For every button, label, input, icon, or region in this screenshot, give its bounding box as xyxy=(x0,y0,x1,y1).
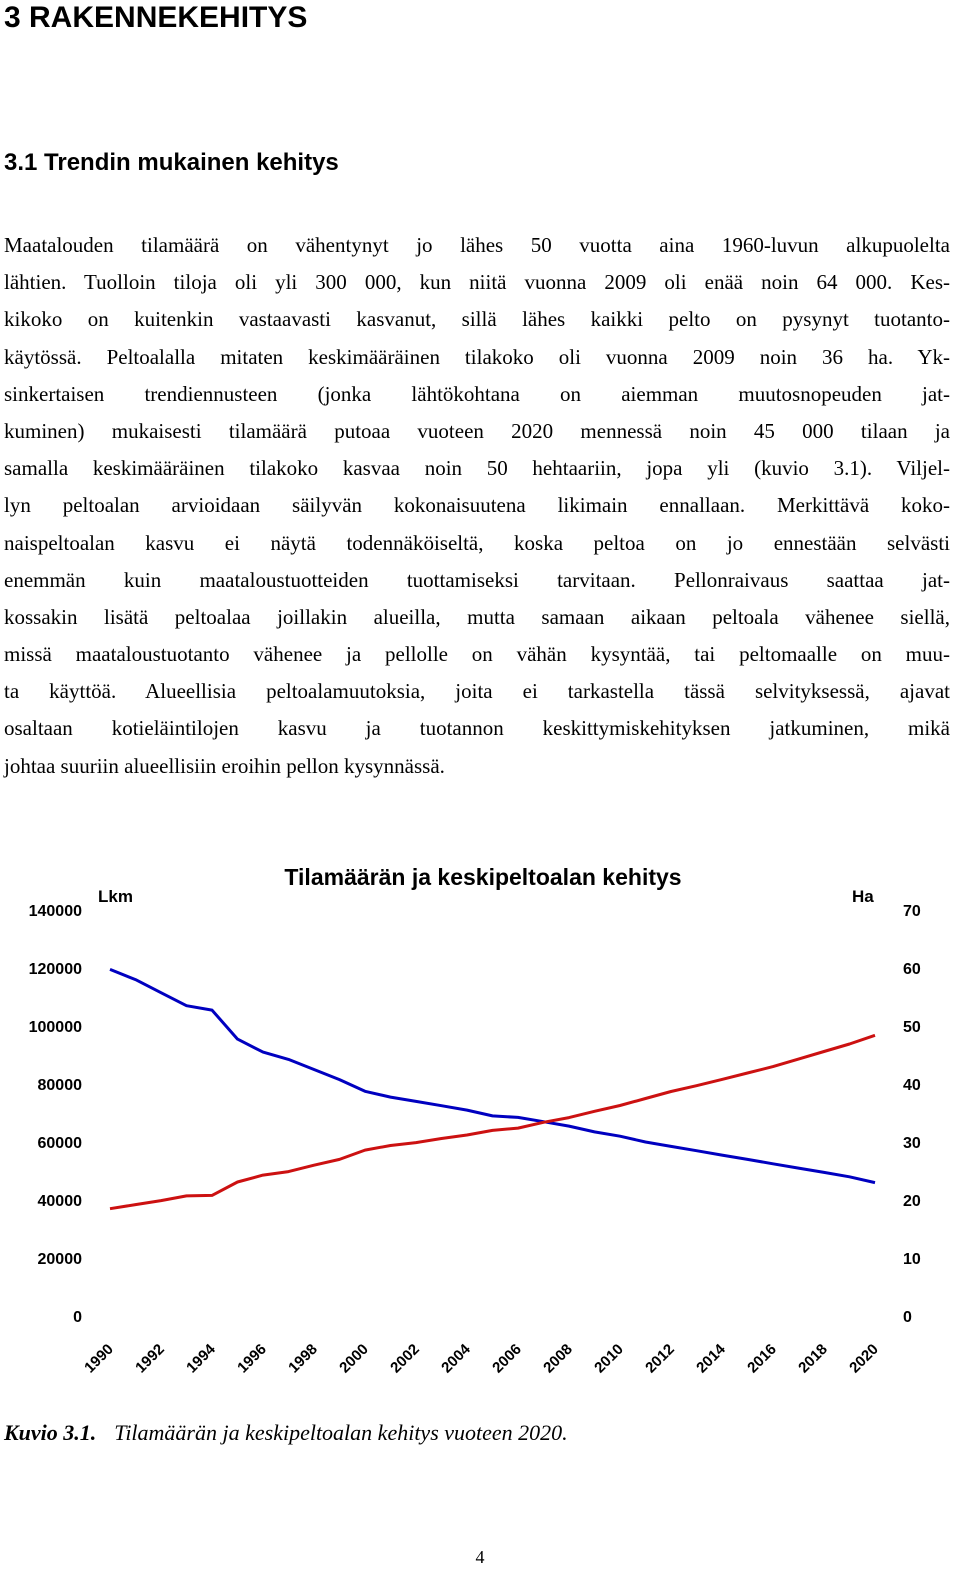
paragraph-line: kuminen) mukaisesti tilamäärä putoaa vuoteen 2020 mennessä noin 45 000 tilaan ja xyxy=(4,418,950,443)
right-axis-ticks xyxy=(903,903,921,1326)
x-tick-label: 2020 xyxy=(846,1340,882,1377)
x-tick-label: 2002 xyxy=(387,1340,423,1377)
chart-title: Tilamäärän ja keskipeltoalan kehitys xyxy=(284,864,682,890)
paragraph-line: sinkertaisen trendiennusteen (jonka lähtökohtana on aiemman muutosnopeuden jat- xyxy=(4,381,950,406)
paragraph-line: johtaa suuriin alueellisiin eroihin pellon kysynnässä. xyxy=(4,753,445,778)
x-tick-label: 2008 xyxy=(540,1340,576,1377)
line-chart xyxy=(0,855,960,1415)
x-tick-label: 1992 xyxy=(132,1340,168,1377)
paragraph-line: käytössä. Peltoalalla mitaten keskimääräinen tilakoko oli vuonna 2009 noin 36 ha. Yk- xyxy=(4,344,950,369)
right-tick-label: 60 xyxy=(903,961,921,978)
right-tick-label: 0 xyxy=(903,1309,912,1326)
x-axis-ticks xyxy=(81,1340,882,1376)
left-tick-label: 0 xyxy=(73,1309,82,1326)
figure-caption-text: Tilamäärän ja keskipeltoalan kehitys vuoteen 2020. xyxy=(114,1420,568,1445)
left-axis-label: Lkm xyxy=(98,887,133,906)
paragraph-line: ta käyttöä. Alueellisia peltoalamuutoksia, joita ei tarkastella tässä selvityksessä, ajavat xyxy=(4,679,950,704)
right-tick-label: 40 xyxy=(903,1077,921,1094)
left-tick-label: 20000 xyxy=(37,1251,82,1268)
paragraph-line: osaltaan kotieläintilojen kasvu ja tuotannon keskittymiskehityksen jatkuminen, mikä xyxy=(4,716,950,741)
x-tick-label: 2000 xyxy=(336,1340,372,1377)
left-tick-label: 120000 xyxy=(28,961,82,978)
paragraph-line: samalla keskimääräinen tilakoko kasvaa noin 50 hehtaariin, jopa yli (kuvio 3.1). Viljel- xyxy=(4,456,950,481)
right-tick-label: 50 xyxy=(903,1019,921,1036)
paragraph-line: missä maataloustuotanto vähenee ja pellolle on vähän kysyntää, tai peltomaalle on muu- xyxy=(4,642,950,667)
right-tick-label: 30 xyxy=(903,1135,921,1152)
figure-number: Kuvio 3.1. xyxy=(4,1420,97,1445)
x-tick-label: 2006 xyxy=(489,1340,525,1377)
section-heading: 3 RAKENNEKEHITYS xyxy=(4,1,308,34)
subsection-heading: 3.1 Trendin mukainen kehitys xyxy=(4,149,339,176)
x-tick-label: 2010 xyxy=(591,1340,627,1377)
left-tick-label: 80000 xyxy=(37,1077,82,1094)
right-axis-label: Ha xyxy=(852,887,874,906)
series-line-count xyxy=(110,969,875,1182)
body-paragraph xyxy=(4,227,950,785)
right-tick-label: 10 xyxy=(903,1251,921,1268)
left-tick-label: 140000 xyxy=(28,903,82,920)
x-tick-label: 2012 xyxy=(642,1340,678,1377)
paragraph-line: lähtien. Tuolloin tiloja oli yli 300 000, kun niitä vuonna 2009 oli enää noin 64 000. Kes- xyxy=(4,270,950,295)
paragraph-line: lyn peltoalan arvioidaan säilyvän kokonaisuutena likimain ennallaan. Merkittävä koko- xyxy=(4,493,950,518)
x-tick-label: 2016 xyxy=(744,1340,780,1377)
x-tick-label: 2004 xyxy=(438,1340,474,1377)
right-tick-label: 70 xyxy=(903,903,921,920)
left-tick-label: 40000 xyxy=(37,1193,82,1210)
x-tick-label: 2014 xyxy=(693,1340,729,1377)
x-tick-label: 1998 xyxy=(285,1340,321,1377)
left-tick-label: 100000 xyxy=(28,1019,82,1036)
paragraph-line: Maatalouden tilamäärä on vähentynyt jo lähes 50 vuotta aina 1960-luvun alkupuolelta xyxy=(4,233,950,257)
x-tick-label: 1994 xyxy=(183,1340,219,1377)
x-tick-label: 1990 xyxy=(81,1340,117,1377)
x-tick-label: 2018 xyxy=(795,1340,831,1377)
series-line-area-ha xyxy=(110,1035,875,1208)
figure-caption xyxy=(4,1418,568,1448)
chart-container xyxy=(0,855,960,1415)
right-tick-label: 20 xyxy=(903,1193,921,1210)
page-number: 4 xyxy=(475,1547,485,1567)
left-axis-ticks xyxy=(29,903,82,1326)
paragraph-line: kikoko on kuitenkin vastaavasti kasvanut, sillä lähes kaikki pelto on pysynyt tuotanto- xyxy=(4,307,950,332)
left-tick-label: 60000 xyxy=(37,1135,82,1152)
paragraph-line: enemmän kuin maataloustuotteiden tuottamiseksi tarvitaan. Pellonraivaus saattaa jat- xyxy=(4,567,950,592)
paragraph-line: naispeltoalan kasvu ei näytä todennäköiseltä, koska peltoa on jo ennestään selvästi xyxy=(4,530,950,555)
paragraph-line: kossakin lisätä peltoalaa joillakin alueilla, mutta samaan aikaan peltoala vähenee siellä, xyxy=(4,604,950,629)
x-tick-label: 1996 xyxy=(234,1340,270,1377)
chart-series xyxy=(110,969,875,1208)
